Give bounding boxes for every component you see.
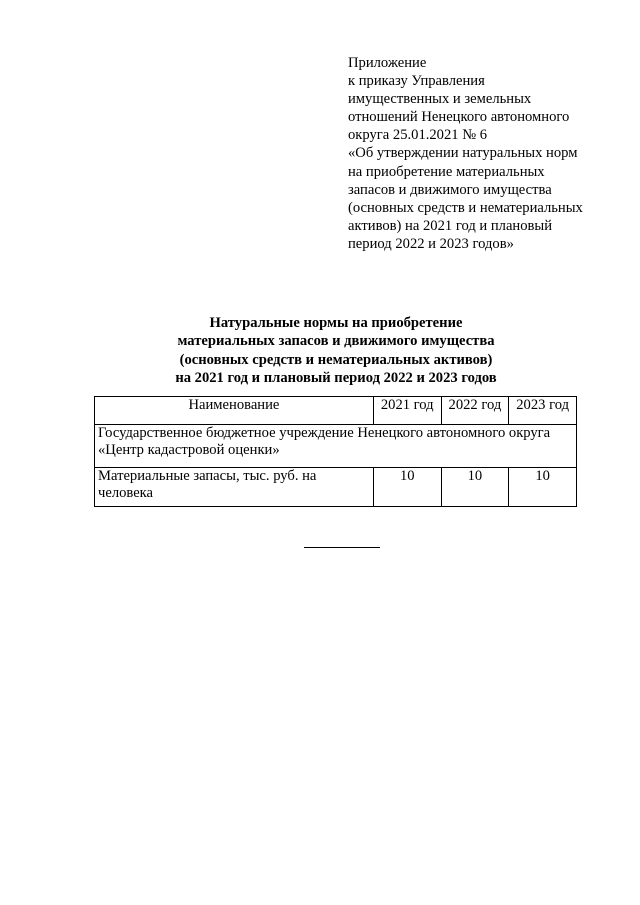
annex-line: отношений Ненецкого автономного xyxy=(348,109,570,126)
annex-line: период 2022 и 2023 годов» xyxy=(348,235,514,252)
annex-line: запасов и движимого имущества xyxy=(348,181,552,198)
header-year-2022: 2022 год xyxy=(441,397,509,425)
table-header-row xyxy=(95,397,577,425)
row-name-line: Материальные запасы, тыс. руб. на xyxy=(98,468,317,484)
annex-line: имущественных и земельных xyxy=(348,91,532,108)
header-year-2023: 2023 год xyxy=(509,397,577,425)
organization-line: Государственное бюджетное учреждение Ненецкого автономного округа xyxy=(98,425,551,441)
header-name: Наименование xyxy=(95,397,374,425)
title-line: материальных запасов и движимого имущества xyxy=(177,333,495,350)
annex-line: «Об утверждении натуральных норм xyxy=(348,145,578,162)
organization-line: «Центр кадастровой оценки» xyxy=(98,442,280,458)
organization-cell xyxy=(95,425,577,468)
annex-line: на приобретение материальных xyxy=(348,163,545,180)
value-2023: 10 xyxy=(509,468,577,507)
title-line: на 2021 год и плановый период 2022 и 2023 годов xyxy=(175,369,497,386)
annex-line: (основных средств и нематериальных xyxy=(348,199,583,216)
value-2022: 10 xyxy=(441,468,509,507)
title-line: (основных средств и нематериальных активов) xyxy=(179,351,493,368)
row-name-cell xyxy=(95,468,374,507)
value-2021: 10 xyxy=(373,468,441,507)
title-line: Натуральные нормы на приобретение xyxy=(209,315,463,331)
table-row xyxy=(95,468,577,507)
organization-row xyxy=(95,425,577,468)
annex-line: округа 25.01.2021 № 6 xyxy=(348,127,488,144)
annex-line: Приложение xyxy=(348,55,427,71)
annex-header xyxy=(348,54,618,253)
annex-line: к приказу Управления xyxy=(348,73,485,90)
norms-table xyxy=(94,396,577,507)
header-year-2021: 2021 год xyxy=(373,397,441,425)
row-name-line: человека xyxy=(98,485,154,501)
document-title xyxy=(0,314,640,387)
end-divider xyxy=(304,547,380,548)
annex-line: активов) на 2021 год и плановый xyxy=(348,217,553,234)
